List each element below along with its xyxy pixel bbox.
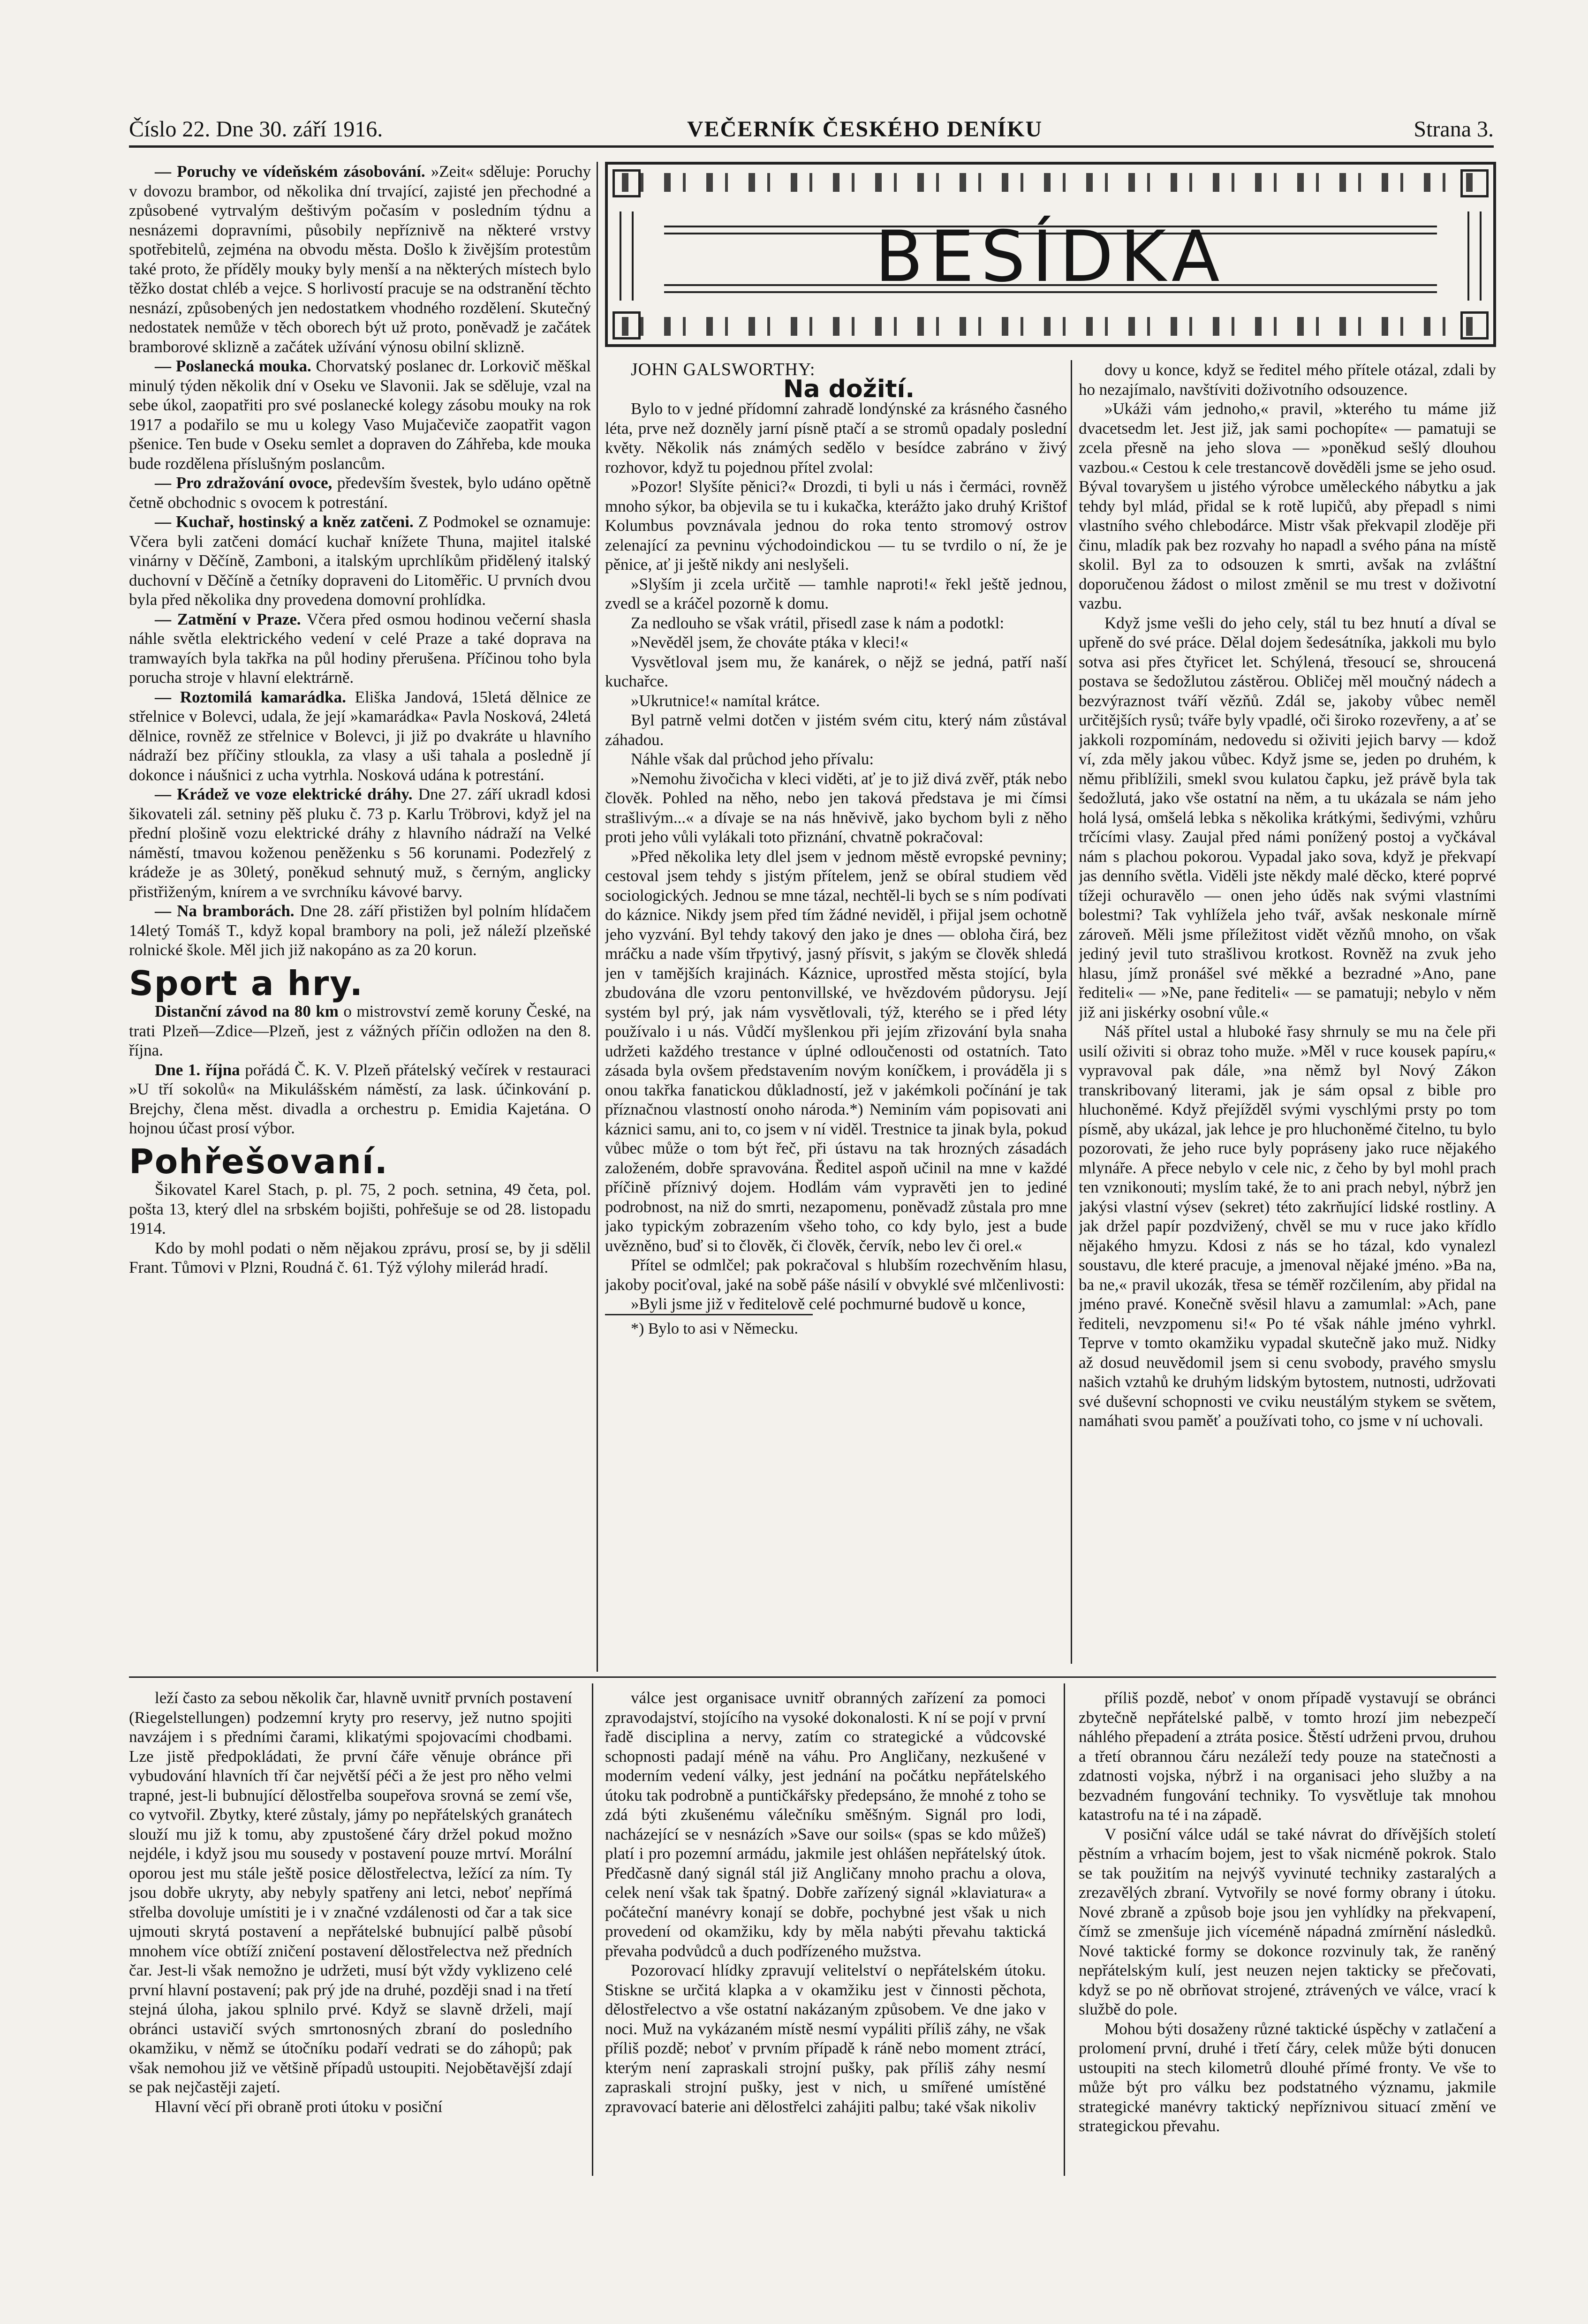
story-paragraph: »Ukáži vám jednoho,« pravil, »kterého tu máme již dvacetsedm let. Jest již, jak sami pochopíte« — pamatuji se zcela přesně na jeho slova — »poněkud sešlý dlouhou vazbou.« Cestou k cele trestancově dověděli jsme se jeho osud. Býval tovaryšem u jistého výrobce uměleckého nábytku a jak tehdy byl mlád, přidal se k rotě lupičů, aby přepadl s nimi vlastního svého chlebodárce. Mistr však překvapil zloděje při činu, mladík pak bez rozvahy ho napadl a svého pána na místě skolil. Byl za to odsouzen k smrti, avšak na zvláštní doporučenou žádost o milost změnil se mu trest v doživotní vazbu. bbox=[1079, 400, 1496, 612]
column-divider bbox=[597, 162, 598, 1672]
story-paragraph: Bylo to v jedné přídomní zahradě londýnské za krásného časného léta, prve než dozněly jarní písně ptačí a se stromů opadaly poslední květy. Několik nás známých sedělo v besídce zabráno v živý rozhovor, když tu pojednou přítel zvolal: bbox=[605, 400, 1067, 476]
article-paragraph: válce jest organisace uvnitř obranných zařízení za pomoci zpravodajství, stojícího na vysoké dokonalosti. K ní se pojí v první řadě disciplina a nervy, zatím co strategické a vůdcovské schopnosti padají méně na váhu. Pro Angličany, nezkušené v moderním vedení války, jest jednání na počátku nepřátelského útoku tak podrobně a puntičkářsky předepsáno, že mnohé z toho se zdá býti zkušenému válečníku směšným. Signál pro lodi, nacházející se v nesnázích »Save our soils« (spas se kdo můžeš) platí i pro pozemní armádu, jakmile jest ohlášen nepřátelský útok. Předčasně daný signál stál již Angličany mnoho prachu a olova, celek není však tak špatný. Dobře zařízený signál »klaviatura« a počáteční manévry konají se dobře, pochybné jest však u nich provedení od okamžiku, kdy by měla nabýti převahu taktická převaha podvůdců a duch podřízeného mužstva. bbox=[605, 1689, 1046, 1960]
story-paragraph: Byl patrně velmi dotčen v jistém svém citu, který nám zůstával záhadou. bbox=[605, 711, 1067, 749]
story-text bbox=[1079, 360, 1496, 1431]
article-paragraph: příliš pozdě, neboť v onom případě vystavují se obránci zbytečně nepřátelské palbě, v tomto hrozí jim nebezpečí náhlého přepadení a ztráta posice. Štěstí udrženi prvou, druhou a třetí obrannou čáru nezáleží tedy pouze na statečnosti a zdatnosti vojska, nýbrž i na organisaci jeho služby a na bezvadném fungování techniky. To vysvětluje tak mnohou katastrofu na té i na západě. bbox=[1079, 1689, 1496, 1824]
article-paragraph: Pozorovací hlídky zpravují velitelství o nepřátelském útoku. Stiskne se určitá klapka a v okamžiku jest v činnosti pěchota, dělostřelectvo a vše ostatní nakázaným způsobem. Ve dne jako v noci. Muž na vykázaném místě nesmí vypáliti příliš záhy, ne však příliš pozdě; neboť v prvním případě k ráně nebo moment ztrácí, kterým není zapraskali strojní pušky, pak příliš záhy nesmí zapraskali strojní pušky, jest v nich, u smířené umístěné zpravovací baterie ani dělostřelci zahájiti palbu; také však nikoliv bbox=[605, 1961, 1046, 2116]
ornament-band bbox=[622, 173, 1479, 192]
story-paragraph: Náhle však dal průchod jeho přívalu: bbox=[631, 750, 874, 768]
story-text bbox=[605, 399, 1067, 1314]
newspaper-title: VEČERNÍK ČESKÉHO DENÍKU bbox=[687, 117, 1043, 142]
story-paragraph: »Před několika lety dlel jsem v jednom městě evropské pevniny; cestoval jsem tehdy s jistým přítelem, jenž se obíral studiem věd sociologických. Jednou se mne tázal, nechtěl-li bych se s ním podívati do káznice. Nikdy jsem před tím žádné neviděl, i přijal jsem ochotně jeho vyzvání. Byl tehdy takový den jako je dnes — obloha čirá, bez mráčku a nade vším třpytivý, jasný přísvit, s jakým se člověk shledá jen v tamějších krajinách. Káznice, uprostřed města stojící, byla zbudována dle vzoru pentonvillské, ve hvězdovém půdorysu. Její systém byl prý, jak nám vysvětlovali, týž, kterého se i před léty používalo i u nás. Vůdčí myšlenkou při jejím zřizování byla snaha udržeti každého trestance v úplné odloučenosti od ostatních. Tato zásada byla ovšem představením novým koníčkem, i prováděla ji s onou takřka fanatickou důkladností, jež v jakémkoli počínání je tak příznačnou vlastností onoho národa.*) Neminím vám popisovati ani káznici samu, ani to, co jsem v ní viděl. Trestnice ta jinak byla, pokud vůbec může o tom být řeč, při ústavu na tak hrozných zásadách založeném, dobře spravována. Ředitel aspoň učinil na mne v každé příčině příznivý dojem. Hodlám vám vypravěti jen to jediné podrobnost, na niž do smrti, nezapomenu, poněvadž zůstala pro mne jako typickým zobrazením všeho toho, co kdy bylo, jest a bude uvězněno, buď si to člověk, či člověk, červík, nebo lev či orel.« bbox=[605, 847, 1067, 1255]
besidka-banner bbox=[605, 162, 1496, 347]
sport-item: Dne 1. října pořádá Č. K. V. Plzeň přátelský večírek v restauraci »U tří sokolů« na Mikulášském náměstí, za lask. účinkování p. Brejchy, člena měst. divadla a orchestru p. Emidia Kajetána. O hojnou účast prosí výbor. bbox=[129, 1060, 591, 1137]
news-item: — Poslanecká mouka. Chorvatský poslanec dr. Lorkovič měškal minulý týden několik dní v Oseku ve Slavonii. Jak se sděluje, vzal na sebe úkol, zaopatřiti pro své poslanecké kolegy zásobu mouky na rok 1917 a podařilo se mu u kolegy Vaso Mujačeviče zaopatřit vagon pšenice. Ten bude v Oseku semlet a dopraven do Záhřeba, kde mouka bude rozdělena příslušným poslancům. bbox=[129, 357, 591, 473]
news-item: — Roztomilá kamarádka. Eliška Jandová, 15letá dělnice ze střelnice v Bolevci, udala, že její »kamarádka« Pavla Nosková, 24letá dělnice, rovněž ze střelnice v Bolevci, ji již po dvakráte u hlavního nádraží bez příčiny stloukla, za vlasy a uši tahala a posledně jí dokonce i náušnici z ucha vytrhla. Nosková udána k potrestání. bbox=[129, 687, 591, 784]
story-paragraph: dovy u konce, když se ředitel mého přítele otázal, zdali by ho nezajímalo, navštíviti doživotního odsouzence. bbox=[1079, 361, 1496, 399]
story-paragraph: Když jsme vešli do jeho cely, stál tu bez hnutí a díval se upřeně do své práce. Dělal dojem šedesátníka, jakkoli mu bylo sotva asi přes čtyřicet let. Schýlená, třesoucí se, shroucená postava se šedožlutou zástěrou. Obličej měl moučný nádech a bezvýraznost tváří vězňů. Zdál se, jakoby vůbec neměl určitějších rysů; tváře byly vpadlé, oči široko rozevřeny, a ať se jakkoli rozpomínám, nedovedu si oživiti jejich barvy — kdož ví, zda měly jakou vůbec. Když jsme se, jeden po druhém, k němu přiblížili, smekl svou kulatou čapku, jež právě byla tak šedožlutá, jako vše ostatní na něm, a tu ukázala se nám jeho holá lysá, omšelá lebka s několika krátkými, šedivými, vzhůru trčícími vlasy. Zaujal před námi ponížený postoj a vyčkával nám s plachou pokorou. Vypadal jako sova, když je překvapí jas denního světla. Viděli jste někdy malé děcko, které poprvé tížeji ochuravělo — onen jeho úděs nak svými vlastními bolestmi? Tak vyhlížela jeho tvář, avšak neskonale mírně zároveň. Měli jsme příležitost vidět vězňů mnoho, on však jediný jevil tuto strašlivou krotkost. Rovněž na zvuk jeho hlasu, jímž pronášel své měkké a bezradné »Ano, pane řediteli« — »Ne, pane řediteli« — se pamatuji; nebylo v něm již ani jiskérky osobní vůle.« bbox=[1079, 613, 1496, 1021]
story-author: JOHN GALSWORTHY: bbox=[631, 360, 816, 379]
article-paragraph: V posiční válce udál se také návrat do dřívějších století pěstním a vrhacím bojem, jest to však nicméně pokrok. Stalo se tak použitím na nejvýš vyvinuté techniky zastaralých a zrezavělých zbraní. Vytvořily se nové formy obrany i útoku. Nové zbraně a způsob boje jsou jen vyhlídky na překvapení, čímž se zmenšuje jich víceméně nápadná zmírnění následků. Nové taktické formy se dokonce rozvinuly tak, že raněný nepřátelským kulí, jest neuzen nejen takticky se přečovati, když se po ně obrňovat strojené, ztrávených ve válce, vrací k službě do pole. bbox=[1079, 1825, 1496, 2018]
news-item: — Zatmění v Praze. Včera před osmou hodinou večerní shasla náhle světla elektrického vedení v celé Praze a také doprava na tramwayích byla takřka na půl hodiny přerušena. Příčinou toho byla porucha stroje v hlavní elektrárně. bbox=[129, 610, 591, 687]
story-paragraph: Přítel se odmlčel; pak pokračoval s hlubším rozechvěním hlasu, jakoby pociťoval, jaké na sobě páše násilí v obvyklé své mlčenlivosti: bbox=[605, 1256, 1067, 1294]
article-column bbox=[129, 1688, 572, 2171]
story-column bbox=[605, 360, 1067, 1640]
ornament-corner bbox=[613, 169, 641, 197]
ornament-corner bbox=[1460, 311, 1489, 340]
story-paragraph: »Slyším ji zcela určitě — tamhle naproti!« řekl ještě jednou, zvedl se a kráčel pozorně k domu. bbox=[605, 574, 1067, 612]
missing-item: Šikovatel Karel Stach, p. pl. 75, 2 poch. setnina, 49 četa, pol. pošta 13, který dlel na srbském bojišti, pohřešuje se od 28. listopadu 1914. bbox=[129, 1180, 591, 1237]
section-divider bbox=[129, 1676, 1496, 1678]
story-paragraph: Náš přítel ustal a hluboké řasy shrnuly se mu na čele při usilí oživiti si obraz toho muže. »Měl v ruce kousek papíru,« vypravoval pak dále, »na němž byl Nový Zákon transkribovaný literami, jak je sám opsal z bible pro hluchoněmé. Když přejížděl svými vyschlými prsty po tom písmě, aby ukázal, jak lehce je pro hluchoněmé čitelno, tu bylo pozorovati, že jeho ruce byly popráseny jako ruce nějakého mlynáře. A přece nebylo v cele nic, z čeho by byl mohl prach ten vznikonouti; myslím také, že to ani prach nebyl, nýbrž jen jakýsi vlastní výsev (sekret) této zakrňující lidské rostliny. A jak držel papír pozdvižený, chvěl se mu v ruce jako křídlo nějakého hmyzu. Kdosi z nás se ho tázal, kdo vynalezl soustavu, dle které pracuje, a jmenoval nějaké jméno. »Ba na, ba ne,« pravil ukozák, třesa se téměř rozčilením, aby přidal na jméno pravé. Konečně svěsil hlavu a zamumlal: »Ach, pane řediteli, nevzpomenu si!« Po té však náhle jméno vyhrkl. Teprve v tomto okamžiku vypadal skutečně jako muž. Nidky až dosud neuvědomil jsem si cenu svobody, pravého smyslu našich vztahů ke druhým lidským bytostem, nutnosti, udržovati své duševní schopnosti ve cviku neustálým stykem se světem, namáhati svou paměť a používati toho, co jsme v ní uchovali. bbox=[1079, 1022, 1496, 1430]
story-paragraph: Za nedlouho se však vrátil, přisedl zase k nám a podotkl: bbox=[631, 613, 1005, 632]
sport-heading: Sport a hry. bbox=[129, 963, 363, 1003]
ornament-corner bbox=[1460, 169, 1489, 197]
article-column bbox=[1079, 1688, 1496, 2171]
story-title: Na dožití. bbox=[783, 375, 915, 403]
missing-item: Kdo by mohl podati o něm nějakou zprávu, prosí se, by ji sdělil Frant. Tůmovi v Plzni, Roudná č. 61. Týž výlohy milerád hradí. bbox=[129, 1238, 591, 1276]
story-paragraph: »Pozor! Slyšíte pěnici?« Drozdi, ti byli u nás i čermáci, rovněž mnoho sýkor, ba objevila se tu i kukačka, kterážto jako druhý Krištof Kolumbus povznávala jednou do roka tento stromový ostrov zelenající za pevninu východoindickou — tu se tvrdilo o ní, že je pěnice, ať ji ještě nikdy ani neslyšeli. bbox=[605, 477, 1067, 573]
story-paragraph: »Ukrutnice!« namítal krátce. bbox=[631, 691, 820, 710]
missing-section bbox=[129, 1180, 591, 1277]
column-divider bbox=[1071, 360, 1072, 1664]
article-paragraph: leží často za sebou několik čar, hlavně uvnitř prvních postavení (Riegelstellungen) podzemní kryty pro reservy, jež nutno spojiti navzájem i s předními čarami, klikatými spojovacími chodbami. Lze jistě předpokládati, že první čáře věnuje obránce při vybudování hlavních tří čar největší péči a že jest pro něho velmi trapné, jest-li bubnující dělostřelba soupeřova srovná se zemí vše, co vytvořil. Zbytky, které zůstaly, jámy po nepřátelských granátech slouží mu již k tomu, aby zpustošené čáry držel pokud možno nejdéle, i když jsou mu sousedy v postavení pouze mrtví. Morální oporou jest mu stále ještě posice dělostřelectva, ležící za ním. Ty jsou dobře ukryty, aby nebyly spatřeny ani letci, neboť nepřímá střelba dovoluje umístiti je i v značné vzdálenosti od čar a tak sice ujmouti skrytá postavení a nepřátelské bubnující palbě působí mnohem více obtíží zničení postavení dělostřelectva než předních čar. Jest-li však nemožno je udržeti, musí být vždy vyklizeno celé první hlavní postavení; pak prý jde na druhé, později snad i na třetí stejná úloha, jakou splnilo prvé. Když se slavně drželi, mají obránci ustavičí svých smrtonosných zbraní do posledního okamžiku, v němž se útočníku podaří vedrati se do záhopů; pak však nemohou již ve většině případů ustoupiti. Nejobětavější zdají se pak nejčastěji zajetí. bbox=[129, 1689, 572, 2096]
besidka-title: BESÍDKA bbox=[875, 216, 1226, 298]
news-item: — Na bramborách. Dne 28. září přistižen byl polním hlídačem 14letý Tomáš T., když kopal brambory na poli, jež náleží plzeňské rolnické škole. Měl jich již nakopáno as za 20 korun. bbox=[129, 902, 591, 959]
news-item: — Pro zdražování ovoce, především švestek, bylo udáno opětně četně obchodnic s ovocem k potrestání. bbox=[129, 474, 591, 512]
issue-and-date: Číslo 22. Dne 30. září 1916. bbox=[129, 117, 383, 142]
news-column bbox=[129, 162, 591, 1615]
column-divider bbox=[592, 1683, 593, 2176]
news-item: — Poruchy ve vídeňském zásobování. »Zeit« sděluje: Poruchy v dovozu brambor, od několika dní trvající, zajisté jen přechodné a způsobené vytrvalým deštivým počasím v posledním týdnu a nesnázemi dopravními, působily nepříznivě na některé vrstvy spotřebitelů, zejména na obvodu města. Došlo k živějším protestům také proto, že příděly mouky byly menší a na některých místech bylo těžko dostat chléb a vejce. S horlivostí pracuje se na odstranění těchto nesnází, způsobených jen nedostatkem vhodného rozdělení. Skutečný nedostatek nemůže v těch oborech být už proto, poněvadž je začátek bramborové sklizně a začátek užívání výnosu obilní sklizně. bbox=[129, 162, 591, 356]
article-column bbox=[605, 1688, 1046, 2171]
story-column-continued bbox=[1079, 360, 1496, 1640]
sport-item: Distanční závod na 80 km o mistrovství země koruny České, na trati Plzeň—Zdice—Plzeň, jest z vážných příčin odložen na den 8. října. bbox=[129, 1002, 591, 1059]
story-paragraph: »Byli jsme již v ředitelově celé pochmurné budově u konce, bbox=[631, 1295, 1026, 1313]
news-item: — Kuchař, hostinský a kněz zatčeni. Z Podmokel se oznamuje: Včera byli zatčeni domácí kuchař knížete Thuna, majitel italské vinárny v Děčíně, Zamboni, a italským uprchlíkům přidělený italský duchovní v Děčíně a četníky dopraveni do Litoměřic. U prvních dvou byla před několika dny provedena domovní prohlídka. bbox=[129, 513, 591, 609]
story-paragraph: »Nevěděl jsem, že chováte ptáka v kleci!« bbox=[631, 633, 908, 651]
story-paragraph: »Nemohu živočicha v kleci viděti, ať je to již divá zvěř, pták nebo člověk. Pohled na něho, nebo jen taková představa je mi čímsi strašlivým...« a dívaje se na nás hněvivě, jako bychom byli z něho proti jeho vůli vylákali toto přiznání, chvatně pokračoval: bbox=[605, 769, 1067, 846]
footnote: *) Bylo to asi v Německu. bbox=[605, 1314, 813, 1339]
article-paragraph: Hlavní věcí při obraně proti útoku v posiční bbox=[155, 2097, 443, 2116]
story-paragraph: Vysvětloval jsem mu, že kanárek, o nějž se jedná, patří naší kuchařce. bbox=[605, 652, 1067, 690]
column-divider bbox=[1064, 1683, 1065, 2176]
page-number: Strana 3. bbox=[1414, 117, 1494, 142]
news-item: — Krádež ve voze elektrické dráhy. Dne 27. září ukradl kdosi šikovateli zál. setniny pěš pluku č. 73 p. Karlu Tröbrovi, když jel na přední plošině vozu elektrické dráhy z hlavního nádraží na Velké náměstí, tmavou koženou peněženku s 56 korunami. Podezřelý z krádeže je as 30letý, poněkud sehnutý muž, s černým, anglicky přistřiženým, knírem a ve svrchníku kávové barvy. bbox=[129, 785, 591, 901]
sport-section bbox=[129, 1002, 591, 1138]
page-header bbox=[129, 113, 1494, 148]
ornament-corner bbox=[613, 311, 641, 340]
article-paragraph: Mohou býti dosaženy různé taktické úspěchy v zatlačení a prolomení první, druhé i třetí čáry, celek může býti donucen ustoupiti na stech kilometrů dlouhé přímé fronty. Ve vše to může být pro válku bez podstatného významu, jakmile strategické manévry taktický nepříznivou situací změní ve strategickou převahu. bbox=[1079, 2019, 1496, 2135]
missing-heading: Pohřešovaní. bbox=[129, 1141, 388, 1181]
local-news bbox=[129, 162, 591, 960]
ornament-band bbox=[622, 317, 1479, 336]
